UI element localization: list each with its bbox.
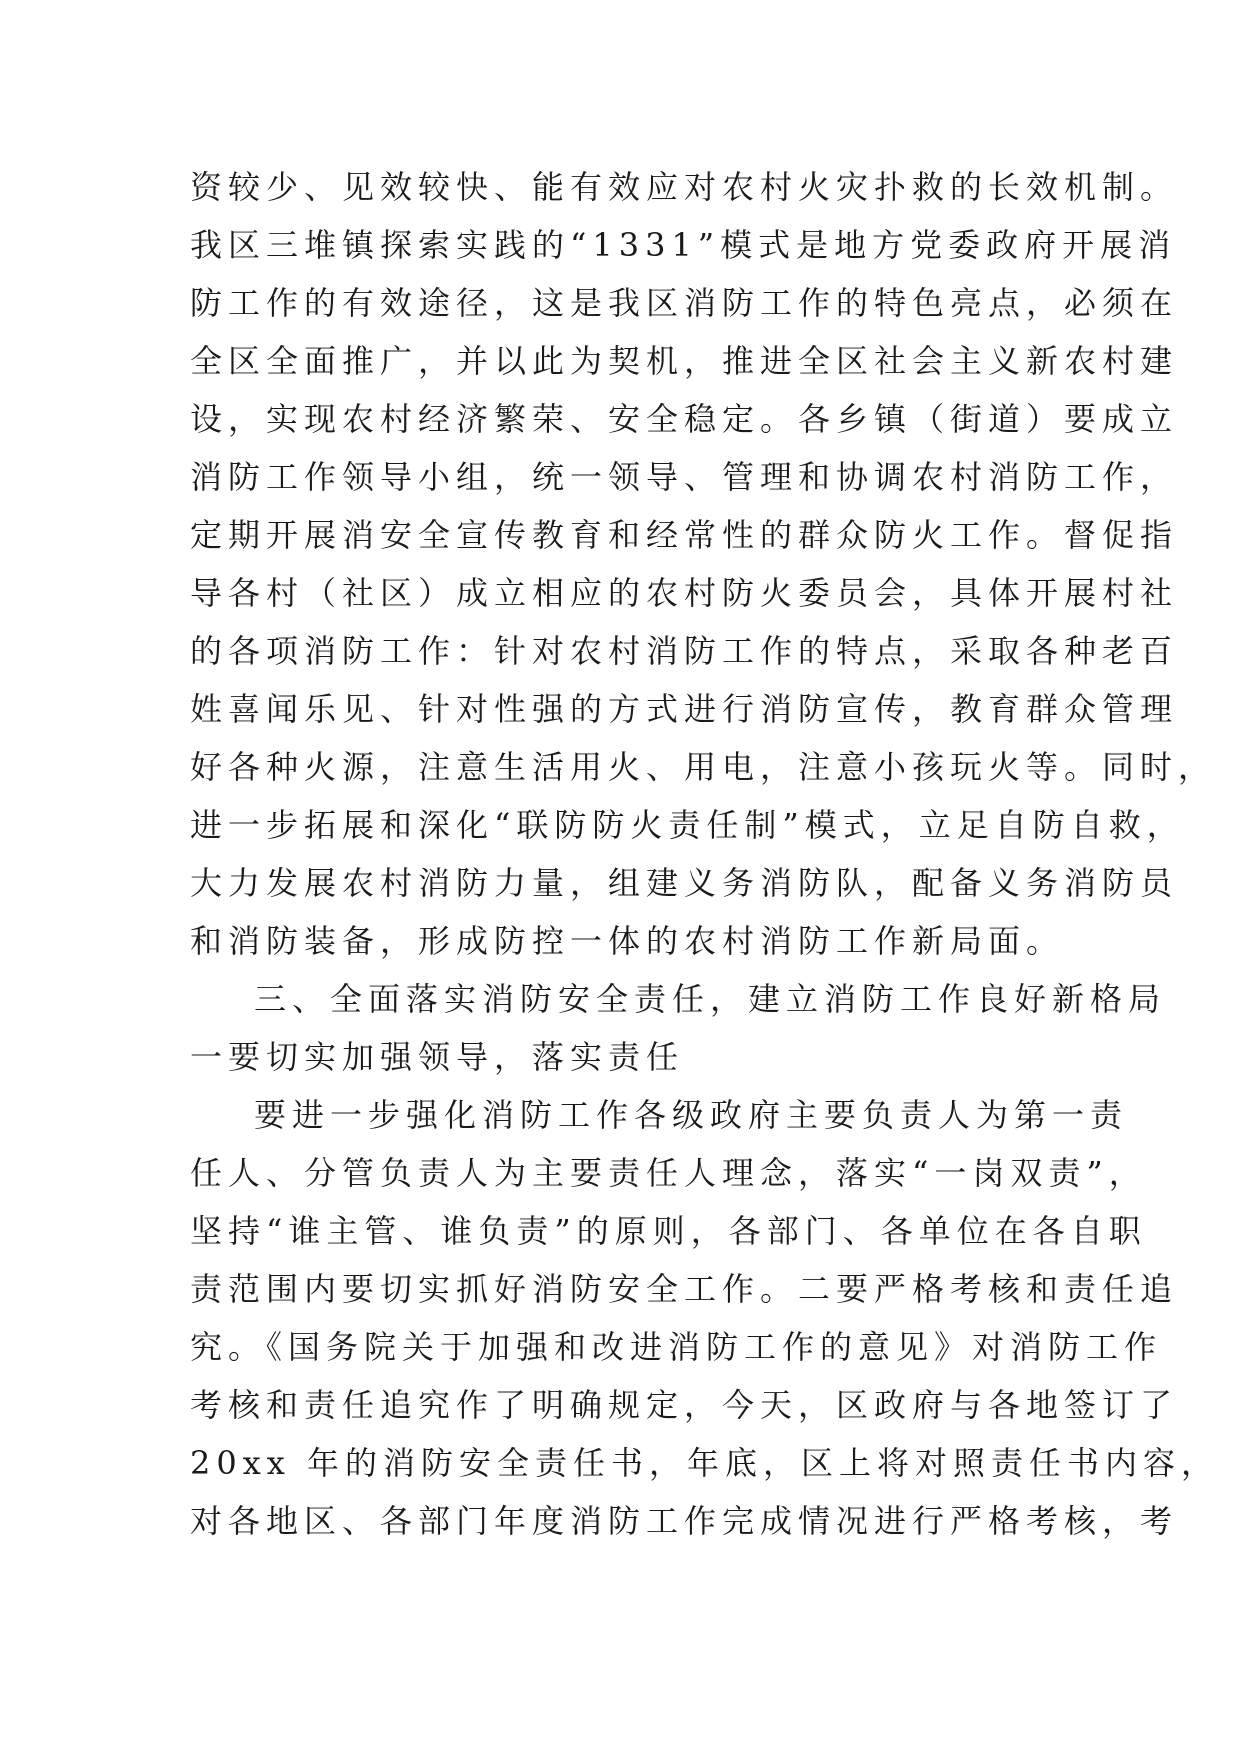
body-text (190, 158, 1219, 1550)
text-line: 防工作的有效途径，这是我区消防工作的特色亮点，必须在 (190, 284, 1179, 322)
text-line: 的各项消防工作：针对农村消防工作的特点，采取各种老百 (190, 632, 1179, 670)
section-heading: 三、全面落实消防安全责任，建立消防工作良好新格局 (254, 980, 1167, 1018)
text-line: 姓喜闻乐见、针对性强的方式进行消防宣传，教育群众管理 (190, 690, 1179, 728)
text-line: 设，实现农村经济繁荣、安全稳定。各乡镇（街道）要成立 (190, 400, 1179, 438)
text-line: 和消防装备，形成防控一体的农村消防工作新局面。 (190, 922, 1065, 960)
text-line: 定期开展消安全宣传教育和经常性的群众防火工作。督促指 (190, 516, 1179, 554)
text-line: 考核和责任追究作了明确规定，今天，区政府与各地签订了 (190, 1386, 1179, 1424)
text-line: 导各村（社区）成立相应的农村防火委员会，具体开展村社 (190, 574, 1179, 612)
text-line: 对各地区、各部门年度消防工作完成情况进行严格考核，考 (190, 1502, 1179, 1540)
text-line: 要进一步强化消防工作各级政府主要负责人为第一责 (254, 1096, 1129, 1134)
text-line: 全区全面推广，并以此为契机，推进全区社会主义新农村建 (190, 342, 1179, 380)
text-line: 究。《国务院关于加强和改进消防工作的意见》对消防工作 (190, 1328, 1163, 1366)
text-line: 责范围内要切实抓好消防安全工作。二要严格考核和责任追 (190, 1270, 1179, 1308)
sub-heading: 一要切实加强领导，落实责任 (190, 1038, 685, 1076)
text-line: 资较少、见效较快、能有效应对农村火灾扑救的长效机制。 (190, 168, 1179, 206)
text-line: 好各种火源，注意生活用火、用电，注意小孩玩火等。同时， (190, 748, 1217, 786)
text-line: 进一步拓展和深化“联防防火责任制”模式，立足自防自救， (190, 806, 1185, 844)
text-line: 我区三堆镇探索实践的“1331”模式是地方党委政府开展消 (190, 226, 1177, 264)
text-line: 坚持“谁主管、谁负责”的原则，各部门、各单位在各自职 (190, 1212, 1147, 1250)
text-line: 任人、分管负责人为主要责任人理念，落实“一岗双责”， (190, 1154, 1147, 1192)
text-line: 消防工作领导小组，统一领导、管理和协调农村消防工作， (190, 458, 1179, 496)
text-line: 大力发展农村消防力量，组建义务消防队，配备义务消防员 (190, 864, 1179, 902)
text-line: 20xx 年的消防安全责任书，年底，区上将对照责任书内容， (190, 1444, 1219, 1482)
